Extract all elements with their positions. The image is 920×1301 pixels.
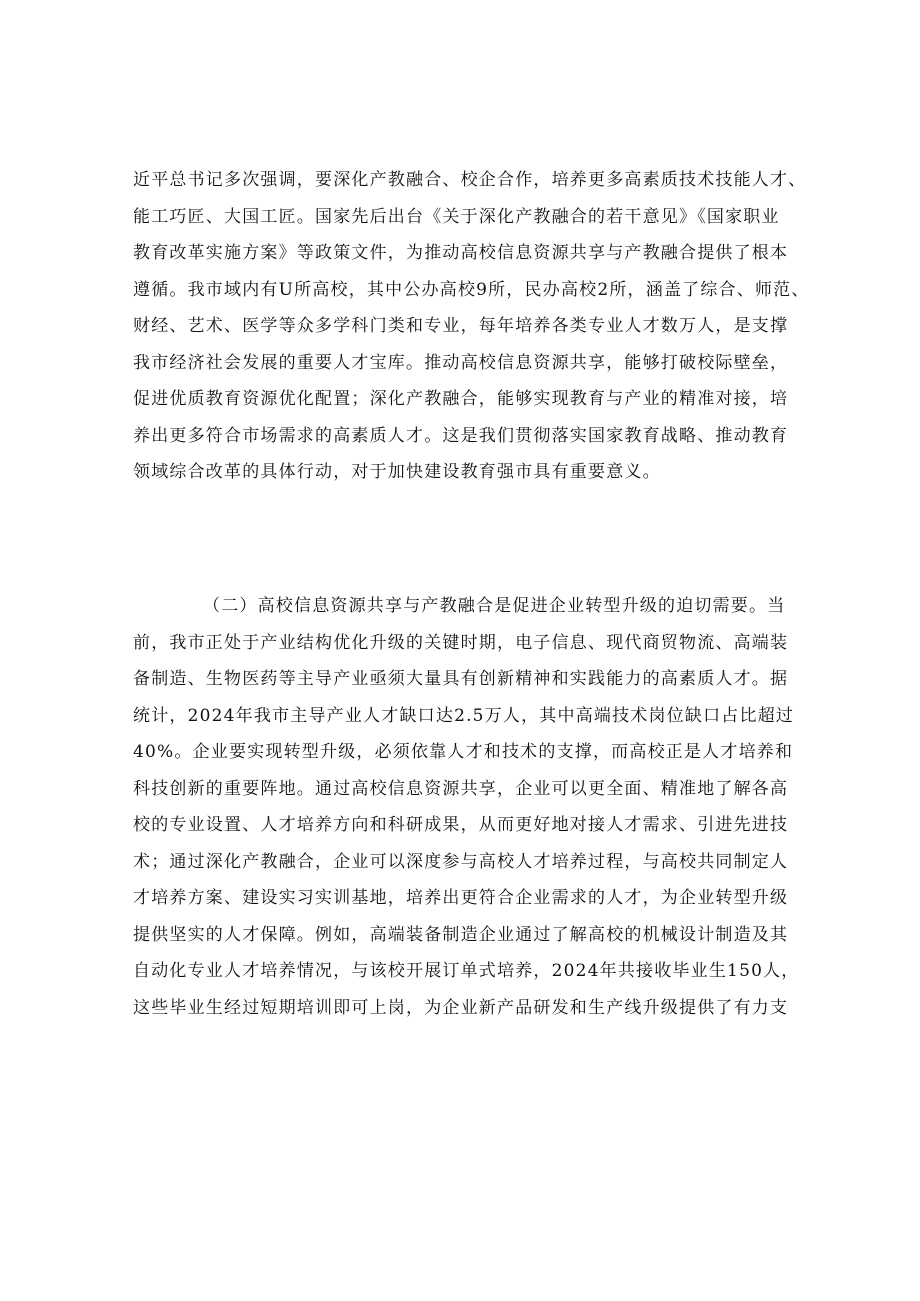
paragraph-line: 备制造、生物医药等主导产业亟须大量具有创新精神和实践能力的高素质人才。据 xyxy=(133,669,789,689)
paragraph-line: 40%。企业要实现转型升级，必须依靠人才和技术的支撑，而高校正是人才培养和 xyxy=(133,742,794,762)
paragraph-line: 养出更多符合市场需求的高素质人才。这是我们贯彻落实国家教育战略、推动教育 xyxy=(133,425,789,446)
paragraph-line: 遵循。我市域内有U所高校，其中公办高校9所，民办高校2所，涵盖了综合、师范、 xyxy=(133,279,810,300)
paragraph-line: （二）高校信息资源共享与产教融合是促进企业转型升级的迫切需要。当 xyxy=(203,596,786,616)
paragraph-line: 才培养方案、建设实习实训基地，培养出更符合企业需求的人才，为企业转型升级 xyxy=(133,888,789,908)
paragraph-line: 前，我市正处于产业结构优化升级的关键时期，电子信息、现代商贸物流、高端装 xyxy=(133,632,789,653)
paragraph-line: 能工巧匠、大国工匠。国家先后出台《关于深化产教融合的若干意见》《国家职业 xyxy=(133,206,780,227)
paragraph-line: 近平总书记多次强调，要深化产教融合、校企合作，培养更多高素质技术技能人才、 xyxy=(133,170,807,190)
paragraph-line: 财经、艺术、医学等众多学科门类和专业，每年培养各类专业人才数万人，是支撑 xyxy=(133,316,789,336)
paragraph-2 xyxy=(133,588,803,1026)
paragraph-line: 提供坚实的人才保障。例如，高端装备制造企业通过了解高校的机械设计制造及其 xyxy=(133,924,789,945)
paragraph-line: 术；通过深化产教融合，企业可以深度参与高校人才培养过程，与高校共同制定人 xyxy=(133,851,789,872)
paragraph-line: 自动化专业人才培养情况，与该校开展订单式培养，2024年共接收毕业生150人， xyxy=(133,961,800,981)
paragraph-line: 领域综合改革的具体行动，对于加快建设教育强市具有重要意义。 xyxy=(133,462,661,482)
paragraph-line: 科技创新的重要阵地。通过高校信息资源共享，企业可以更全面、精准地了解各高 xyxy=(133,778,789,799)
paragraph-line: 统计，2024年我市主导产业人才缺口达2.5万人，其中高端技术岗位缺口占比超过 xyxy=(133,705,795,726)
paragraph-line: 促进优质教育资源优化配置；深化产教融合，能够实现教育与产业的精准对接，培 xyxy=(133,389,789,409)
paragraph-line: 我市经济社会发展的重要人才宝库。推动高校信息资源共享，能够打破校际壁垒， xyxy=(133,352,789,373)
paragraph-line: 这些毕业生经过短期培训即可上岗，为企业新产品研发和生产线升级提供了有力支 xyxy=(133,997,789,1018)
paragraph-line: 校的专业设置、人才培养方向和科研成果，从而更好地对接人才需求、引进先进技 xyxy=(133,815,789,835)
paragraph-line: 教育改革实施方案》等政策文件，为推动高校信息资源共享与产教融合提供了根本 xyxy=(133,243,789,263)
paragraph-1 xyxy=(133,162,810,491)
